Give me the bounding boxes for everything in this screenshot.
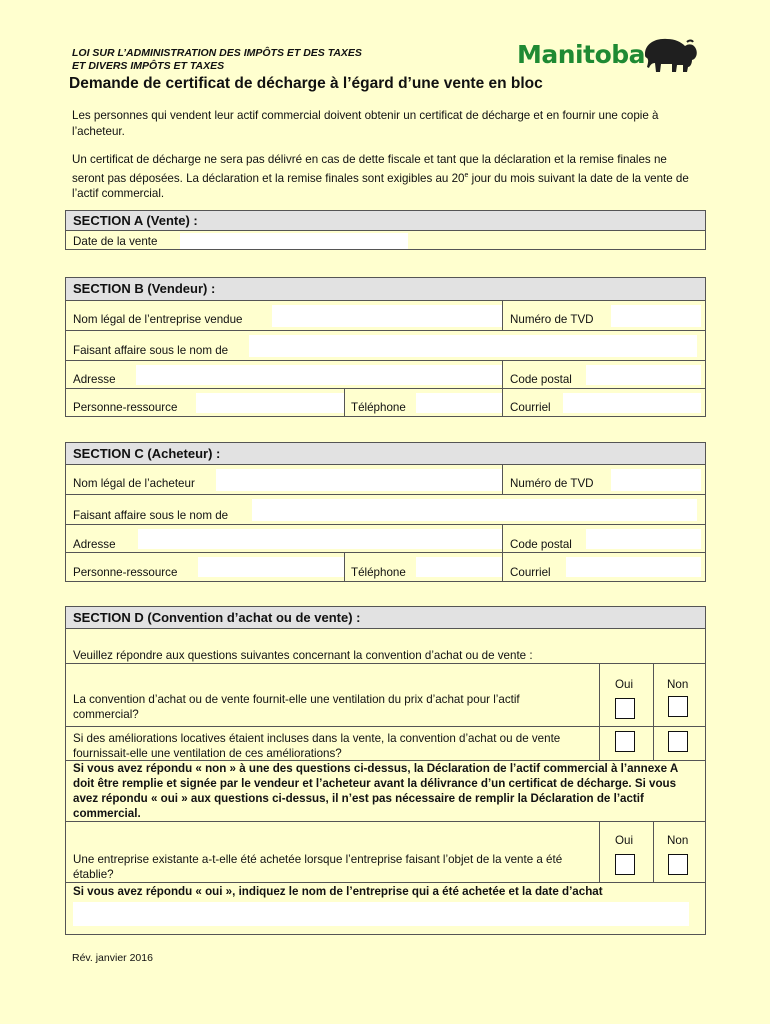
buyer-legal-name-label: Nom légal de l’acheteur bbox=[73, 477, 195, 490]
no-header-1: Non bbox=[667, 678, 689, 691]
sale-date-field[interactable] bbox=[180, 233, 408, 249]
section-b bbox=[65, 277, 706, 417]
intro-paragraph-2: Un certificat de décharge ne sera pas délivré en cas de dette fiscale et tant que la déclaration et la remise finales ne seront pas déposées. La déclaration et la remise finales sont exigibles au 20e jour du mois suivant la date de la vente de l’actif commercial. bbox=[72, 153, 689, 200]
section-b-title: SECTION B (Vendeur) : bbox=[66, 278, 705, 301]
seller-row-dba bbox=[66, 331, 705, 361]
bison-icon bbox=[641, 34, 699, 72]
yes-header-1: Oui bbox=[615, 678, 634, 691]
section-c-title: SECTION C (Acheteur) : bbox=[66, 443, 705, 465]
question-1-row bbox=[66, 692, 705, 727]
question-3-yes-checkbox[interactable] bbox=[615, 854, 635, 875]
answer-header-row-2 bbox=[66, 822, 705, 848]
seller-row-address bbox=[66, 361, 705, 389]
seller-tvd-field[interactable] bbox=[611, 305, 701, 327]
question-2-text: Si des améliorations locatives étaient incluses dans la vente, la convention d’achat ou de vente fournissait-elle une ventilation de ces améliorations? bbox=[73, 732, 561, 760]
section-d-intro: Veuillez répondre aux questions suivantes concernant la convention d’achat ou de vente : bbox=[73, 649, 533, 662]
buyer-row-name bbox=[66, 465, 705, 495]
section-d-note: Si vous avez répondu « non » à une des questions ci-dessus, la Déclaration de l’actif commercial à l’annexe A doit être remplie et signée par le vendeur et l’acheteur avant la délivrance d’un certificat de décharge. Si vous avez répondu « oui » aux questions ci-dessus, il n’est pas nécessaire de remplir la Déclaration de l’actif commercial. bbox=[73, 762, 678, 820]
seller-legal-name-label: Nom légal de l’entreprise vendue bbox=[73, 313, 243, 326]
section-d-note-row bbox=[66, 761, 705, 822]
seller-legal-name-field[interactable] bbox=[272, 305, 502, 327]
question-2-yes-checkbox[interactable] bbox=[615, 731, 635, 752]
buyer-row-contact bbox=[66, 553, 705, 581]
section-d-title: SECTION D (Convention d’achat ou de vente) : bbox=[66, 607, 705, 629]
question-1-no-checkbox[interactable] bbox=[668, 696, 688, 717]
law-title-line1: LOI SUR L’ADMINISTRATION DES IMPÔTS ET DES TAXES bbox=[72, 47, 362, 59]
question-3-row bbox=[66, 848, 705, 883]
seller-email-field[interactable] bbox=[563, 393, 701, 413]
question-1-text: La convention d’achat ou de vente fournit-elle une ventilation du prix d’achat pour l’actif commercial? bbox=[73, 693, 520, 721]
buyer-row-address bbox=[66, 525, 705, 553]
buyer-contact-field[interactable] bbox=[198, 557, 344, 577]
seller-address-label: Adresse bbox=[73, 373, 116, 386]
form-title: Demande de certificat de décharge à l’égard d’une vente en bloc bbox=[69, 75, 543, 92]
question-3-no-checkbox[interactable] bbox=[668, 854, 688, 875]
seller-phone-field[interactable] bbox=[416, 393, 502, 413]
seller-row-contact bbox=[66, 389, 705, 417]
buyer-legal-name-field[interactable] bbox=[216, 469, 502, 491]
seller-row-name bbox=[66, 301, 705, 331]
seller-dba-field[interactable] bbox=[249, 335, 697, 357]
seller-tvd-label: Numéro de TVD bbox=[510, 313, 594, 326]
buyer-dba-label: Faisant affaire sous le nom de bbox=[73, 509, 229, 522]
question-1-yes-checkbox[interactable] bbox=[615, 698, 635, 719]
seller-address-field[interactable] bbox=[136, 365, 502, 385]
law-title bbox=[72, 47, 362, 73]
seller-postal-label: Code postal bbox=[510, 373, 572, 386]
buyer-phone-label: Téléphone bbox=[351, 566, 406, 579]
buyer-email-field[interactable] bbox=[566, 557, 701, 577]
question-3-note: Si vous avez répondu « oui », indiquez le nom de l’entreprise qui a été achetée et la date d’achat bbox=[73, 885, 603, 898]
purchased-business-field[interactable] bbox=[73, 902, 689, 926]
seller-contact-label: Personne-ressource bbox=[73, 401, 178, 414]
buyer-contact-label: Personne-ressource bbox=[73, 566, 178, 579]
question-2-row bbox=[66, 727, 705, 761]
revision-date: Rév. janvier 2016 bbox=[72, 952, 153, 964]
buyer-row-dba bbox=[66, 495, 705, 525]
buyer-tvd-field[interactable] bbox=[611, 469, 701, 491]
no-header-2: Non bbox=[667, 834, 689, 847]
buyer-tvd-label: Numéro de TVD bbox=[510, 477, 594, 490]
sale-date-label: Date de la vente bbox=[73, 235, 158, 248]
manitoba-logo-text: Manitoba bbox=[517, 40, 646, 69]
question-3-text: Une entreprise existante a-t-elle été achetée lorsque l’entreprise faisant l’objet de la vente a été établie? bbox=[73, 853, 563, 881]
section-a-title: SECTION A (Vente) : bbox=[66, 211, 705, 231]
section-c bbox=[65, 442, 706, 582]
buyer-postal-label: Code postal bbox=[510, 538, 572, 551]
seller-contact-field[interactable] bbox=[196, 393, 344, 413]
buyer-address-label: Adresse bbox=[73, 538, 116, 551]
buyer-postal-field[interactable] bbox=[586, 529, 701, 549]
section-a bbox=[65, 210, 706, 250]
buyer-address-field[interactable] bbox=[138, 529, 502, 549]
seller-postal-field[interactable] bbox=[586, 365, 701, 385]
answer-header-row-1 bbox=[66, 664, 705, 692]
yes-header-2: Oui bbox=[615, 834, 634, 847]
question-2-no-checkbox[interactable] bbox=[668, 731, 688, 752]
manitoba-logo bbox=[517, 34, 701, 74]
buyer-phone-field[interactable] bbox=[416, 557, 502, 577]
section-d-intro-row bbox=[66, 629, 705, 664]
intro-paragraph-1: Les personnes qui vendent leur actif commercial doivent obtenir un certificat de décharge et en fournir une copie à l’acheteur. bbox=[72, 109, 659, 138]
law-title-line2: ET DIVERS IMPÔTS ET TAXES bbox=[72, 60, 225, 72]
buyer-dba-field[interactable] bbox=[252, 499, 697, 521]
buyer-email-label: Courriel bbox=[510, 566, 551, 579]
section-d bbox=[65, 606, 706, 935]
seller-dba-label: Faisant affaire sous le nom de bbox=[73, 344, 229, 357]
seller-email-label: Courriel bbox=[510, 401, 551, 414]
seller-phone-label: Téléphone bbox=[351, 401, 406, 414]
